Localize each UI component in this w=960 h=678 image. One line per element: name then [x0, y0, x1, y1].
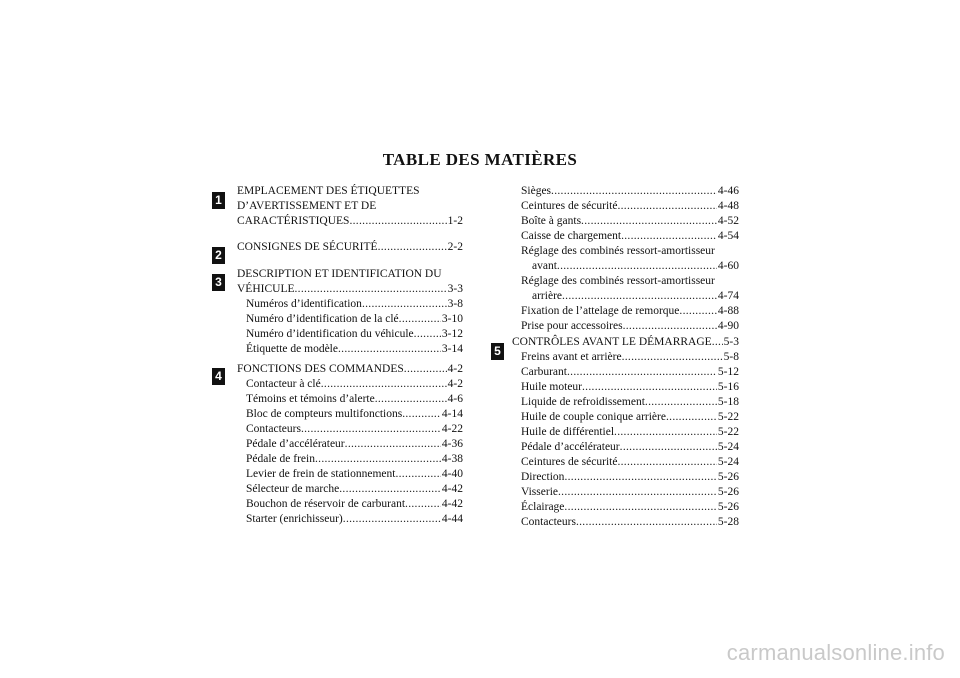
- toc-entry-title: Visserie: [521, 486, 558, 498]
- toc-left-column: [237, 184, 463, 525]
- dot-leader: [343, 512, 441, 527]
- toc-subentry[interactable]: [512, 440, 739, 455]
- dot-leader: [564, 500, 716, 515]
- toc-entry-title: Prise pour accessoires: [521, 320, 623, 332]
- toc-entry-title: Pédale d’accélérateur: [521, 441, 620, 453]
- toc-page-number: 5-26: [717, 486, 739, 498]
- dot-leader: [362, 297, 447, 312]
- dot-leader: [564, 470, 716, 485]
- toc-subentry[interactable]: [512, 319, 739, 334]
- dot-leader: [399, 312, 441, 327]
- chapter-tab-4[interactable]: 4: [212, 368, 225, 385]
- chapter-tab-3[interactable]: 3: [212, 274, 225, 291]
- toc-entry-title: Ceintures de sécurité: [521, 200, 618, 212]
- toc-subentry[interactable]: [237, 437, 463, 452]
- dot-leader: [321, 377, 447, 392]
- toc-page-number: 4-60: [717, 260, 739, 272]
- toc-page-number: 4-90: [717, 320, 739, 332]
- toc-entry-title: CONTRÔLES AVANT LE DÉMARRAGE: [512, 336, 712, 348]
- toc-subentry[interactable]: [237, 452, 463, 467]
- dot-leader: [614, 425, 717, 440]
- toc-subentry[interactable]: [237, 342, 463, 357]
- dot-leader: [395, 467, 440, 482]
- toc-subentry[interactable]: [237, 312, 463, 327]
- toc-entry-title: Huile moteur: [521, 381, 582, 393]
- toc-page-number: 5-24: [717, 456, 739, 468]
- toc-page-number: 4-6: [447, 393, 463, 405]
- toc-subentry[interactable]: [512, 515, 739, 530]
- dot-leader: [666, 410, 717, 425]
- dot-leader: [581, 214, 717, 229]
- toc-section-4: [237, 362, 463, 527]
- toc-entry-title: Boîte à gants: [521, 215, 582, 227]
- toc-subentry[interactable]: [512, 380, 739, 395]
- chapter-tab-5[interactable]: 5: [491, 343, 504, 360]
- toc-subentry[interactable]: [512, 184, 739, 199]
- toc-entry[interactable]: [237, 282, 463, 297]
- toc-subentry[interactable]: [512, 304, 739, 319]
- page-title: TABLE DES MATIÈRES: [382, 150, 578, 169]
- toc-entry-title: CARACTÉRISTIQUES: [237, 215, 350, 227]
- toc-entry-title: Ceintures de sécurité: [521, 456, 618, 468]
- toc-page-number: 3-14: [441, 343, 463, 355]
- toc-page-number: 4-14: [441, 408, 463, 420]
- toc-page-number: 5-26: [717, 501, 739, 513]
- toc-page-number: 5-3: [723, 336, 739, 348]
- toc-page-number: 4-42: [441, 498, 463, 510]
- toc-subentry[interactable]: [512, 289, 739, 304]
- toc-section-5: [512, 335, 739, 530]
- dot-leader: [414, 327, 441, 342]
- toc-section-2: [237, 240, 463, 255]
- toc-subentry[interactable]: [237, 327, 463, 342]
- toc-page-number: 5-8: [723, 351, 739, 363]
- toc-heading-line: D’AVERTISSEMENT ET DE: [237, 200, 377, 212]
- dot-leader: [679, 304, 717, 319]
- toc-entry-title: Levier de frein de stationnement: [246, 468, 396, 480]
- toc-page-number: 3-10: [441, 313, 463, 325]
- toc-subentry[interactable]: [512, 229, 739, 244]
- dot-leader: [375, 392, 447, 407]
- dot-leader: [617, 199, 716, 214]
- toc-entry-title: Contacteur à clé: [246, 378, 321, 390]
- toc-page-number: 4-40: [441, 468, 463, 480]
- toc-section-3: [237, 267, 463, 357]
- toc-page-number: 4-22: [441, 423, 463, 435]
- toc-entry-title: Numéro d’identification de la clé: [246, 313, 399, 325]
- toc-entry-title: arrière: [532, 290, 562, 302]
- dot-leader: [622, 350, 723, 365]
- toc-page-number: 3-8: [447, 298, 463, 310]
- toc-page-number: 5-26: [717, 471, 739, 483]
- toc-entry-title: Liquide de refroidissement: [521, 396, 645, 408]
- toc-right-column: [512, 184, 739, 528]
- dot-leader: [295, 282, 447, 297]
- toc-page-number: 4-46: [717, 185, 739, 197]
- toc-entry-title: Bouchon de réservoir de carburant: [246, 498, 406, 510]
- toc-subentry[interactable]: [237, 422, 463, 437]
- dot-leader: [621, 229, 717, 244]
- toc-entry-title: Contacteurs: [521, 516, 576, 528]
- toc-entry-title: FONCTIONS DES COMMANDES: [237, 363, 404, 375]
- toc-heading-line: DESCRIPTION ET IDENTIFICATION DU: [237, 268, 442, 280]
- dot-leader: [378, 240, 447, 255]
- toc-entry-title: Sièges: [521, 185, 552, 197]
- toc-entry-title: Direction: [521, 471, 565, 483]
- chapter-tab-2[interactable]: 2: [212, 247, 225, 264]
- toc-subentry[interactable]: [512, 500, 739, 515]
- dot-leader: [558, 485, 717, 500]
- toc-subentry[interactable]: [512, 470, 739, 485]
- toc-page-number: 4-54: [717, 230, 739, 242]
- toc-entry-title: Éclairage: [521, 501, 565, 513]
- toc-subentry[interactable]: [512, 214, 739, 229]
- toc-entry-title: CONSIGNES DE SÉCURITÉ: [237, 241, 378, 253]
- toc-page-number: 5-16: [717, 381, 739, 393]
- dot-leader: [582, 380, 717, 395]
- toc-page-number: 4-38: [441, 453, 463, 465]
- dot-leader: [562, 289, 717, 304]
- toc-subentry-line: Réglage des combinés ressort-amortisseur: [521, 245, 715, 257]
- dot-leader: [620, 440, 717, 455]
- toc-subentry[interactable]: [512, 395, 739, 410]
- toc-page-number: 5-22: [717, 426, 739, 438]
- toc-entry-title: Pédale de frein: [246, 453, 315, 465]
- toc-page-number: 3-3: [447, 283, 463, 295]
- toc-entry-title: Contacteurs: [246, 423, 301, 435]
- toc-entry-title: Bloc de compteurs multifonctions: [246, 408, 403, 420]
- toc-subentry[interactable]: [512, 259, 739, 274]
- toc-entry-title: Huile de couple conique arrière: [521, 411, 666, 423]
- toc-entry-title: Caisse de chargement: [521, 230, 622, 242]
- toc-page-number: 5-18: [717, 396, 739, 408]
- toc-entry-title: Pédale d’accélérateur: [246, 438, 345, 450]
- dot-leader: [551, 184, 717, 199]
- toc-entry-title: avant: [532, 260, 557, 272]
- toc-entry[interactable]: [237, 214, 463, 229]
- toc-page-number: 4-2: [447, 378, 463, 390]
- toc-entry[interactable]: [237, 240, 463, 255]
- toc-page-number: 4-74: [717, 290, 739, 302]
- toc-subentry[interactable]: [237, 512, 463, 527]
- toc-subentry[interactable]: [512, 425, 739, 440]
- toc-page-number: 4-44: [441, 513, 463, 525]
- toc-page-number: 5-12: [717, 366, 739, 378]
- toc-subentry[interactable]: [237, 407, 463, 422]
- toc-page-number: 3-12: [441, 328, 463, 340]
- dot-leader: [349, 214, 446, 229]
- dot-leader: [301, 422, 441, 437]
- toc-entry-title: Fixation de l’attelage de remorque: [521, 305, 680, 317]
- toc-entry-title: Freins avant et arrière: [521, 351, 622, 363]
- toc-subentry[interactable]: [512, 410, 739, 425]
- dot-leader: [576, 515, 717, 530]
- chapter-tab-1[interactable]: 1: [212, 192, 225, 209]
- toc-entry[interactable]: [237, 362, 463, 377]
- toc-subentry[interactable]: [237, 377, 463, 392]
- toc-page-number: 2-2: [447, 241, 463, 253]
- toc-page-number: 4-48: [717, 200, 739, 212]
- toc-entry-title: VÉHICULE: [237, 283, 295, 295]
- toc-section-1: [237, 184, 463, 229]
- toc-page-number: 5-22: [717, 411, 739, 423]
- dot-leader: [623, 319, 717, 334]
- dot-leader: [339, 482, 441, 497]
- toc-entry-title: Numéros d’identification: [246, 298, 362, 310]
- toc-subentry-line: Réglage des combinés ressort-amortisseur: [521, 275, 715, 287]
- toc-subentry[interactable]: [237, 297, 463, 312]
- toc-page-number: 4-42: [441, 483, 463, 495]
- toc-section-4-continued: [512, 184, 739, 334]
- watermark: carmanualsonline.info: [726, 640, 945, 665]
- toc-page-number: 4-2: [447, 363, 463, 375]
- toc-subentry[interactable]: [512, 199, 739, 214]
- toc-subentry[interactable]: [512, 365, 739, 380]
- dot-leader: [338, 342, 441, 357]
- dot-leader: [405, 497, 441, 512]
- toc-entry-title: Témoins et témoins d’alerte: [246, 393, 375, 405]
- toc-subentry[interactable]: [512, 350, 739, 365]
- dot-leader: [404, 362, 447, 377]
- dot-leader: [315, 452, 441, 467]
- dot-leader: [402, 407, 441, 422]
- toc-subentry[interactable]: [237, 497, 463, 512]
- toc-page-number: 4-52: [717, 215, 739, 227]
- dot-leader: [345, 437, 441, 452]
- toc-subentry[interactable]: [512, 455, 739, 470]
- toc-entry-title: Starter (enrichisseur): [246, 513, 343, 525]
- toc-page-number: 4-88: [717, 305, 739, 317]
- toc-entry-title: Numéro d’identification du véhicule: [246, 328, 414, 340]
- toc-entry-title: Carburant: [521, 366, 567, 378]
- toc-entry-title: Huile de différentiel: [521, 426, 615, 438]
- dot-leader: [567, 365, 717, 380]
- toc-page-number: 4-36: [441, 438, 463, 450]
- dot-leader: [557, 259, 717, 274]
- toc-page-number: 5-24: [717, 441, 739, 453]
- toc-heading-line: EMPLACEMENT DES ÉTIQUETTES: [237, 185, 420, 197]
- toc-entry-title: Étiquette de modèle: [246, 343, 338, 355]
- dot-leader: [645, 395, 717, 410]
- dot-leader: [617, 455, 716, 470]
- toc-page-number: 1-2: [447, 215, 463, 227]
- toc-subentry[interactable]: [237, 482, 463, 497]
- dot-leader: [712, 335, 723, 350]
- toc-subentry[interactable]: [237, 392, 463, 407]
- toc-page-number: 5-28: [717, 516, 739, 528]
- toc-subentry[interactable]: [512, 485, 739, 500]
- toc-entry-title: Sélecteur de marche: [246, 483, 340, 495]
- toc-entry[interactable]: [512, 335, 739, 350]
- toc-subentry[interactable]: [237, 467, 463, 482]
